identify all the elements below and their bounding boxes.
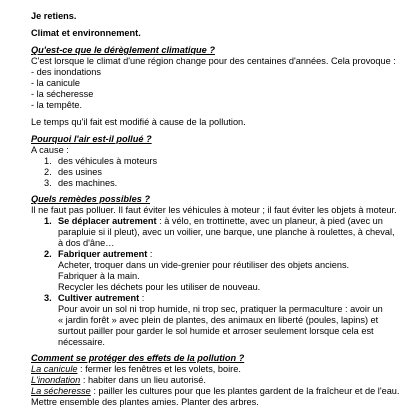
list-number: 3. bbox=[44, 178, 52, 188]
list-item: des véhicules à moteurs bbox=[58, 156, 158, 166]
list-item-continuation: Acheter, troquer dans un vide-grenier pour réutiliser des objets anciens. bbox=[58, 260, 350, 270]
list-number: 3. bbox=[44, 293, 52, 303]
list-number: 2. bbox=[44, 249, 52, 259]
item-label: La sécheresse bbox=[31, 386, 91, 396]
heading: Je retiens. bbox=[31, 11, 77, 21]
section2-intro: A cause : bbox=[31, 145, 69, 155]
item-text: : fermer les fenêtres et les volets, boire. bbox=[77, 364, 241, 374]
list-number: 1. bbox=[44, 156, 52, 166]
section4-question: Comment se protéger des effets de la pollution ? bbox=[31, 353, 245, 363]
item-title: Fabriquer autrement bbox=[58, 249, 148, 259]
list-item: - la sécheresse bbox=[31, 89, 94, 99]
item-label: L'inondation bbox=[31, 375, 81, 385]
list-item-continuation: Pour avoir un sol ni trop humide, ni trop sec, pratiquer la permaculture : avoir un bbox=[58, 304, 383, 314]
item-text: : à vélo, en trottinette, avec un planeur, à pied (avec un bbox=[156, 216, 383, 226]
list-item bbox=[31, 375, 393, 386]
list-item bbox=[31, 386, 400, 397]
section3-intro: Il ne faut pas polluer. Il faut éviter les véhicules à moteur ; il faut éviter les objets à moteur. bbox=[31, 205, 397, 215]
item-text: : habiter dans un lieu autorisé. bbox=[80, 375, 206, 385]
list-item: des machines. bbox=[58, 178, 118, 188]
section1-question: Qu'est-ce que le dérèglement climatique ? bbox=[31, 45, 215, 55]
list-item: - la tempête. bbox=[31, 100, 83, 110]
list-item-continuation: à dos d'âne… bbox=[58, 238, 115, 248]
list-item-continuation: Fabriquer à la main. bbox=[58, 271, 140, 281]
item-text: : pailler les cultures pour que les plantes gardent de la fraîcheur et de l'eau. bbox=[90, 386, 400, 396]
list-item bbox=[58, 249, 400, 260]
list-item bbox=[31, 364, 393, 375]
section1-conclusion: Le temps qu'il fait est modifié à cause de la pollution. bbox=[31, 117, 246, 127]
list-item-continuation: surtout pailler pour garder le sol humide et arroser seulement lorsque cela est bbox=[58, 326, 374, 336]
section4-closing: Mettre ensemble des plantes amies. Planter des arbres. bbox=[31, 397, 259, 407]
page-title: Climat et environnement. bbox=[31, 28, 141, 38]
list-item bbox=[58, 216, 400, 227]
list-item-continuation: « jardin forêt » avec plein de plantes, des animaux en liberté (poules, lapins) et bbox=[58, 315, 379, 325]
list-item-continuation: parapluie si il pleut), avec un voilier, une barque, une planche à roulettes, à cheval, bbox=[58, 227, 395, 237]
list-item: - la canicule bbox=[31, 78, 81, 88]
item-title: Cultiver autrement bbox=[58, 293, 140, 303]
list-item-continuation: Recycler les déchets pour les utiliser de nouveau. bbox=[58, 282, 261, 292]
list-number: 2. bbox=[44, 167, 52, 177]
item-text: : bbox=[139, 293, 145, 303]
list-item-continuation: nécessaire. bbox=[58, 337, 105, 347]
list-item: des usines bbox=[58, 167, 102, 177]
item-text: : bbox=[147, 249, 153, 259]
section2-question: Pourquoi l'air est-il pollué ? bbox=[31, 134, 152, 144]
section1-text: C'est lorsque le climat d'une région change pour des centaines d'années. Cela provoque : bbox=[31, 56, 396, 66]
item-label: La canicule bbox=[31, 364, 78, 374]
list-item bbox=[58, 293, 400, 304]
item-title: Se déplacer autrement bbox=[58, 216, 157, 226]
section3-question: Quels remèdes possibles ? bbox=[31, 194, 150, 204]
list-number: 1. bbox=[44, 216, 52, 226]
list-item: - des inondations bbox=[31, 67, 101, 77]
